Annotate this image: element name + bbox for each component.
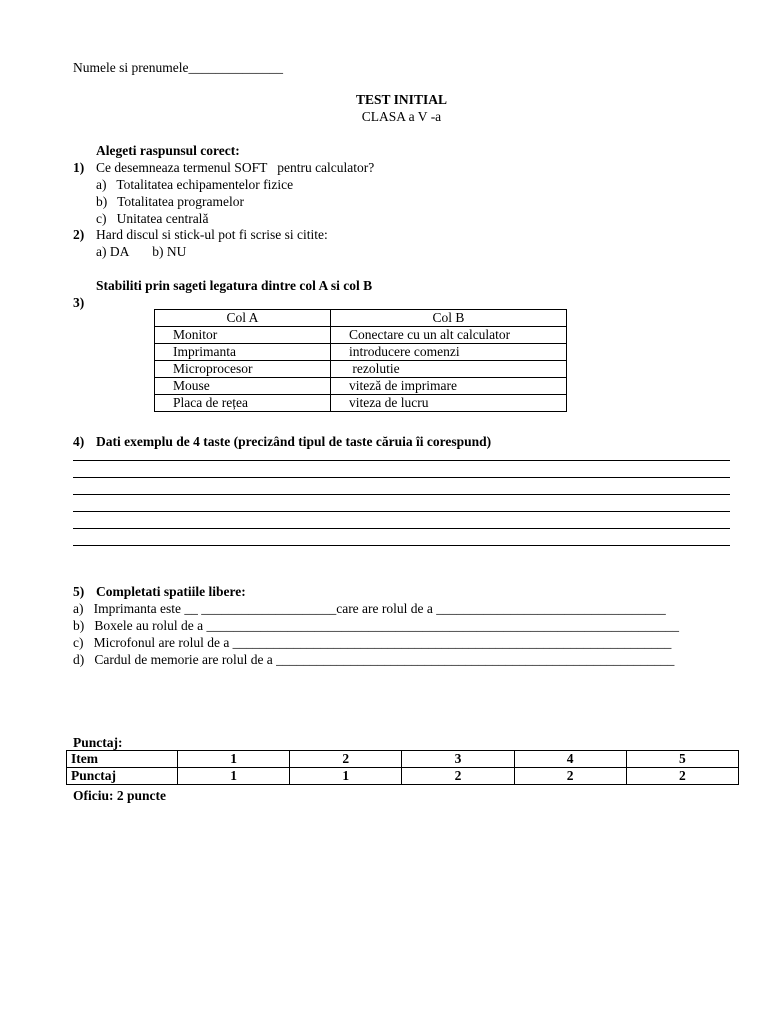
score-table	[66, 750, 739, 785]
question-2-options: a) DA b) NU	[96, 244, 187, 259]
question-number: 3)	[73, 295, 85, 310]
office-points: Oficiu: 2 puncte	[73, 788, 166, 803]
question-number: 2)	[73, 227, 85, 242]
question-1-option-c: c) Unitatea centrală	[96, 211, 209, 226]
answer-line[interactable]	[73, 460, 730, 461]
column-header: Col A	[155, 310, 331, 327]
table-row	[155, 344, 567, 361]
fill-in-item-d[interactable]: d) Cardul de memorie are rolul de a ___________________________________________________________	[73, 652, 675, 667]
table-cell: 2	[290, 751, 402, 768]
section4-heading: Completati spatiile libere:	[96, 584, 246, 599]
table-row	[155, 395, 567, 412]
section2-heading: Stabiliti prin sageti legatura dintre col A si col B	[96, 278, 373, 293]
table-cell: Punctaj	[67, 768, 178, 785]
table-row	[155, 361, 567, 378]
table-cell: rezolutie	[331, 361, 567, 378]
table-cell: 2	[626, 768, 738, 785]
question-number: 1)	[73, 160, 85, 175]
table-header-row	[155, 310, 567, 327]
table-row	[67, 751, 739, 768]
table-cell: 1	[290, 768, 402, 785]
table-row	[155, 378, 567, 395]
table-cell: introducere comenzi	[331, 344, 567, 361]
table-row	[155, 327, 567, 344]
score-label: Punctaj:	[73, 735, 123, 750]
section3-heading: Dati exemplu de 4 taste (precizând tipul de taste căruia îi corespund)	[96, 434, 492, 449]
fill-in-item-c[interactable]: c) Microfonul are rolul de a _________________________________________________________________	[73, 635, 672, 650]
table-cell: Item	[67, 751, 178, 768]
table-cell: viteză de imprimare	[331, 378, 567, 395]
question-number: 4)	[73, 434, 85, 449]
answer-line[interactable]	[73, 511, 730, 512]
table-row	[67, 768, 739, 785]
answer-line[interactable]	[73, 528, 730, 529]
table-cell: Placa de rețea	[155, 395, 331, 412]
table-cell: 2	[514, 768, 626, 785]
table-cell: 4	[514, 751, 626, 768]
table-cell: 1	[178, 768, 290, 785]
question-1-option-a: a) Totalitatea echipamentelor fizice	[96, 177, 294, 192]
table-cell: 2	[402, 768, 514, 785]
fill-in-item-a[interactable]: a) Imprimanta este __ ____________________care are rolul de a __________________________________	[73, 601, 666, 616]
table-cell: 1	[178, 751, 290, 768]
table-cell: 5	[626, 751, 738, 768]
table-cell: Imprimanta	[155, 344, 331, 361]
table-cell: 3	[402, 751, 514, 768]
table-cell: Microprocesor	[155, 361, 331, 378]
name-field-label: Numele si prenumele______________	[73, 60, 283, 75]
fill-in-item-b[interactable]: b) Boxele au rolul de a ______________________________________________________________________	[73, 618, 679, 633]
answer-line[interactable]	[73, 477, 730, 478]
table-cell: Mouse	[155, 378, 331, 395]
page-title: TEST INITIAL	[356, 92, 447, 107]
matching-table	[154, 309, 567, 412]
column-header: Col B	[331, 310, 567, 327]
table-cell: viteza de lucru	[331, 395, 567, 412]
answer-line[interactable]	[73, 545, 730, 546]
question-1-text: Ce desemneaza termenul SOFT pentru calculator?	[96, 160, 375, 175]
answer-line[interactable]	[73, 494, 730, 495]
page-subtitle: CLASA a V -a	[361, 109, 442, 124]
question-number: 5)	[73, 584, 85, 599]
table-cell: Monitor	[155, 327, 331, 344]
table-cell: Conectare cu un alt calculator	[331, 327, 567, 344]
question-1-option-b: b) Totalitatea programelor	[96, 194, 244, 209]
question-2-text: Hard discul si stick-ul pot fi scrise si citite:	[96, 227, 328, 242]
section1-heading: Alegeti raspunsul corect:	[96, 143, 240, 158]
